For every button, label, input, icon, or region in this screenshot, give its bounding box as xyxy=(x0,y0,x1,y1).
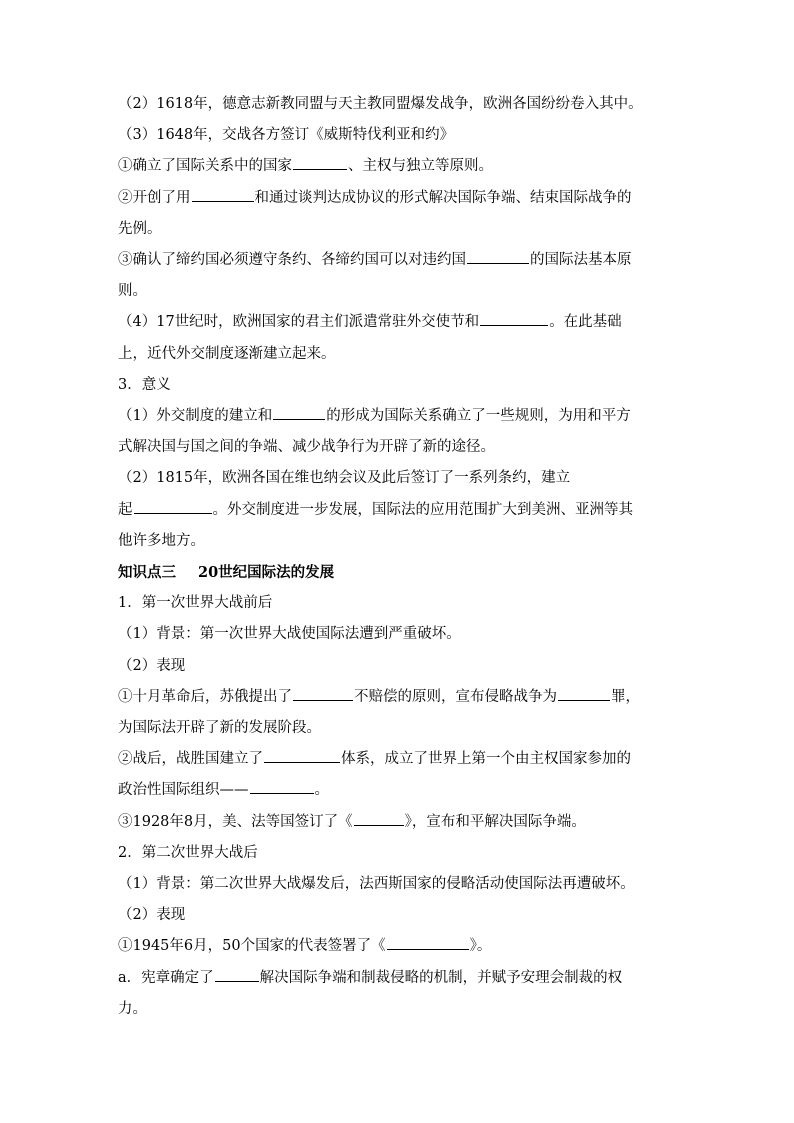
text-line: 起 。外交制度进一步发展，国际法的应用范围扩大到美洲、亚洲等其 xyxy=(118,495,684,526)
text-line: 3．意义 xyxy=(118,376,171,393)
text-line: ③1928年8月，美、法等国签订了《 》，宣布和平解决国际争端。 xyxy=(118,807,684,838)
fill-blank xyxy=(293,154,347,170)
text-line: （1）背景：第一次世界大战使国际法遭到严重破坏。 xyxy=(118,626,461,643)
text-line: 上，近代外交制度逐渐建立起来。 xyxy=(118,345,336,362)
text-line: 则。 xyxy=(118,283,147,300)
text-line: 式解决国与国之间的争端、减少战争行为开辟了新的途径。 xyxy=(118,439,495,456)
text-line: ①十月革命后，苏俄提出了 不赔偿的原则，宣布侵略战争为 罪， xyxy=(118,682,684,713)
text-line: ①确立了国际关系中的国家 、主权与独立等原则。 xyxy=(118,151,684,182)
fill-blank xyxy=(293,685,353,701)
text-line: ②战后，战胜国建立了 体系，成立了世界上第一个由主权国家参加的 xyxy=(118,744,684,775)
text-line: （2）1815年，欧洲各国在维也纳会议及此后签订了一系列条约，建立 xyxy=(118,470,571,487)
text-line: 力。 xyxy=(118,1000,147,1017)
fill-blank xyxy=(558,685,610,701)
text-line: （1）外交制度的建立和 的形成为国际关系确立了一些规则，为用和平方 xyxy=(118,401,684,432)
text-line: （4）17世纪时，欧洲国家的君主们派遣常驻外交使节和 。在此基础 xyxy=(118,307,684,338)
text-line: ②开创了用 和通过谈判达成协议的形式解决国际争端、结束国际战争的 xyxy=(118,183,684,214)
fill-blank xyxy=(250,778,314,794)
text-line: （3）1648年，交战各方签订《威斯特伐利亚和约》 xyxy=(118,127,455,144)
text-line: （2）1618年，德意志新教同盟与天主教同盟爆发战争，欧洲各国纷纷卷入其中。 xyxy=(118,96,643,112)
text-line: a．宪章确定了 解决国际争端和制裁侵略的机制，并赋予安理会制裁的权 xyxy=(118,963,684,994)
text-line: ①1945年6月，50个国家的代表签署了《 》。 xyxy=(118,931,684,962)
fill-blank xyxy=(480,310,548,326)
text-line: （2）表现 xyxy=(118,657,186,674)
text-line: 他许多地方。 xyxy=(118,532,205,549)
text-line: 1．第一次世界大战前后 xyxy=(118,595,273,612)
text-line: 政治性国际组织—— 。 xyxy=(118,775,684,806)
fill-blank xyxy=(192,186,254,202)
fill-blank xyxy=(354,810,404,826)
text-line: 为国际法开辟了新的发展阶段。 xyxy=(118,720,321,737)
fill-blank xyxy=(215,966,259,982)
fill-blank xyxy=(264,747,340,763)
fill-blank xyxy=(467,248,529,264)
fill-blank xyxy=(134,498,212,514)
section-heading: 知识点三 20世纪国际法的发展 xyxy=(118,564,335,582)
text-line: （1）背景：第二次世界大战爆发后，法西斯国家的侵略活动使国际法再遭破坏。 xyxy=(118,876,635,893)
fill-blank xyxy=(273,404,325,420)
text-line: 2．第二次世界大战后 xyxy=(118,844,258,861)
text-line: （2）表现 xyxy=(118,907,186,924)
text-line: 先例。 xyxy=(118,220,162,237)
fill-blank xyxy=(387,934,469,950)
text-line: ③确认了缔约国必须遵守条约、各缔约国可以对违约国 的国际法基本原 xyxy=(118,245,684,276)
